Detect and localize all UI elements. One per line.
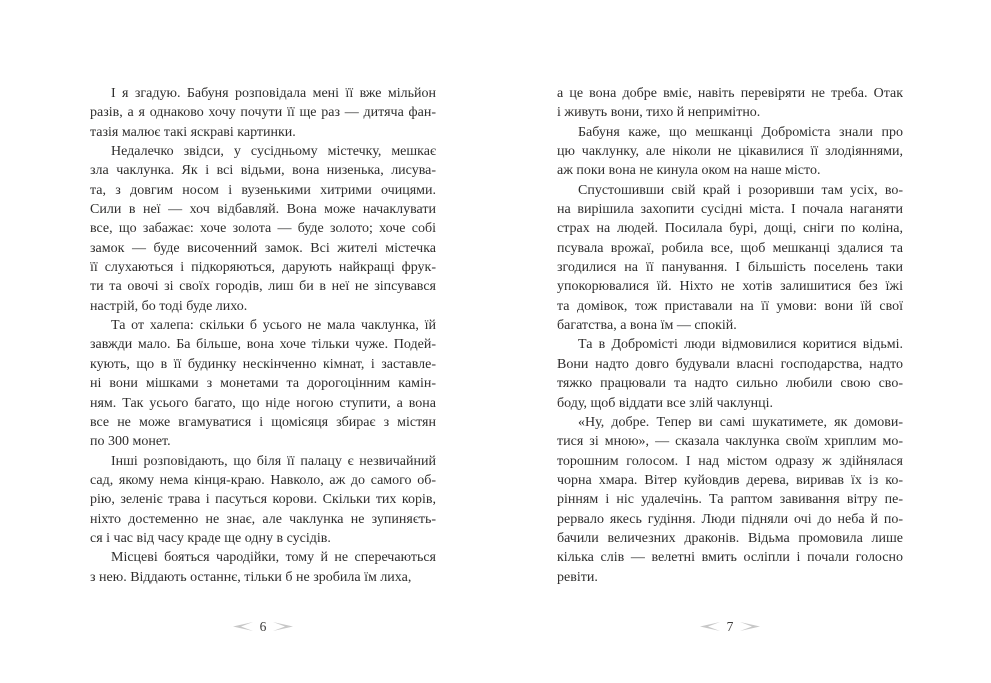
text-line: Спустошивши свій край і розоривши там усіх, во-: [578, 182, 903, 198]
page-number-left: 6: [259, 619, 267, 634]
text-line: Інші розповідають, що біля її палацу є незвичайний: [111, 453, 436, 469]
text-line: разів, а я однаково хочу почути її ще раз — дитяча фан-: [90, 105, 436, 121]
text-line: все, що забажає: хоче золота — буде золото; хоче собі: [90, 221, 436, 237]
text-line: Та в Добромісті люди відмовилися коритися відьмі.: [578, 337, 903, 353]
text-line: ревіти.: [557, 569, 598, 585]
text-line: та домівок, тож приставали на її умови: вони їй свої: [557, 298, 903, 314]
paragraph: [557, 413, 903, 587]
text-line: зла чаклунка. Як і всі відьми, вона низенька, лисува-: [90, 163, 436, 179]
text-line: з нею. Віддають останнє, тільки б не зробила їм лиха,: [90, 569, 412, 585]
text-line: рінням і ніс удалечінь. Та раптом завивання вітру пе-: [557, 492, 903, 508]
text-line: торошним голосом. І над містом одразу ж здійнялася: [557, 453, 903, 469]
text-line: її слухаються і підкоряються, дарують найкращі фрук-: [90, 260, 436, 276]
text-line: І я згадую. Бабуня розповідала мені її вже мільйон: [111, 86, 436, 101]
paragraph: [90, 84, 436, 142]
text-line: Місцеві бояться чародійки, тому й не сперечаються: [111, 550, 436, 566]
text-line: Бабуня каже, що мешканці Доброміста знали про: [578, 124, 903, 140]
text-line: Сили в неї — хоч відбавляй. Вона може начаклувати: [90, 202, 436, 218]
arrow-left-ornament-icon: [233, 622, 253, 631]
page-left-footer: [90, 618, 436, 635]
text-line: багатства, а вона їм — спокій.: [557, 318, 737, 334]
text-line: бачили величезних драконів. Відьма промовила лише: [557, 530, 903, 546]
text-line: «Ну, добре. Тепер ви самі шукатимете, як домови-: [578, 414, 903, 430]
text-line: чорна хмара. Вітер куйовдив дерева, виривав їх із ко-: [557, 472, 903, 488]
text-line: все не може вгамуватися і щомісяця збирає з містян: [90, 414, 436, 430]
text-line: ти та овочі зі своїх городів, лиш би в неї не зіпсувався: [90, 279, 436, 295]
text-line: аж поки вона не кинула оком на наше місто.: [557, 163, 821, 179]
text-line: та, з довгим носом і вузенькими хитрими очицями.: [90, 182, 436, 198]
text-line: кілька слів — велетні вмить осліпли і почали голосно: [557, 550, 903, 566]
paragraph: [90, 548, 436, 587]
paragraph: [90, 316, 436, 451]
text-line: Недалечко звідси, у сусідньому містечку, мешкає: [111, 144, 436, 160]
text-line: ся і час від часу краде ще одну в сусідів.: [90, 530, 331, 546]
page-right: [557, 0, 903, 683]
text-line: замок — буде височенний замок. Всі жителі містечка: [90, 240, 436, 256]
paragraph: [557, 84, 903, 123]
text-line: упокорювалися їй. Ніхто не хотів залишитися без їжі: [557, 279, 903, 295]
text-line: псувала врожаї, робила все, щоб мешканці здалися та: [557, 240, 903, 256]
paragraph: [90, 142, 436, 316]
text-line: цю чаклунку, але ніколи не цікавилися її злодіяннями,: [557, 144, 903, 160]
text-line: тяжко працювали та надто сильно любили свою сво-: [557, 376, 903, 392]
text-line: настрій, бо тоді буде лихо.: [90, 298, 248, 314]
text-line: і живуть вони, тихо й непримітно.: [557, 105, 761, 121]
text-line: ні вони мішками з монетами та дорогоцінним камін-: [90, 376, 436, 392]
text-line: по 300 монет.: [90, 434, 171, 450]
text-line: завжди мало. Ба більше, вона хоче тільки чуже. Подей-: [90, 337, 436, 353]
paragraph: [557, 123, 903, 181]
page-right-text: [557, 84, 903, 587]
arrow-right-ornament-icon: [740, 622, 760, 631]
text-line: боду, щоб віддати все злій чаклунці.: [557, 395, 773, 411]
paragraph: [90, 452, 436, 549]
text-line: на вирішила захопити сусідні міста. І почала наганяти: [557, 202, 903, 218]
paragraph: [557, 181, 903, 336]
paragraph: [557, 335, 903, 412]
text-line: тися зі мною», — сказала чаклунка своїм хриплим мо-: [557, 434, 903, 450]
text-line: страх на людей. Посилала бурі, дощі, сніги по коліна,: [557, 221, 903, 237]
page-left-text: [90, 84, 436, 587]
text-line: Вони надто довго будували власні господарства, надто: [557, 356, 903, 372]
text-line: кують, що в її будинку нескінченно кімнат, і заставле-: [90, 356, 436, 372]
page-left: [90, 0, 436, 683]
page-number-right: 7: [726, 619, 734, 634]
text-line: рію, зеленіє трава і пасуться корови. Скільки тих корів,: [90, 492, 436, 508]
text-line: сад, якому нема кінця-краю. Навколо, аж до самого об-: [90, 472, 436, 488]
text-line: ніхто достеменно не знає, але чаклунка не зупиняєть-: [90, 511, 436, 527]
page-right-footer: [557, 618, 903, 635]
text-line: а це вона добре вміє, навіть перевіряти не треба. Отак: [557, 86, 903, 101]
text-line: згодилися на її панування. І більшість поселень таки: [557, 260, 903, 276]
text-line: рервало якесь гудіння. Люди підняли очі до неба й по-: [557, 511, 903, 527]
arrow-left-ornament-icon: [700, 622, 720, 631]
text-line: ням. Так усього багато, що ніде ногою ступити, а вона: [90, 395, 436, 411]
arrow-right-ornament-icon: [273, 622, 293, 631]
text-line: Та от халепа: скільки б усього не мала чаклунка, їй: [111, 318, 436, 334]
text-line: тазія малює такі яскраві картинки.: [90, 124, 296, 140]
